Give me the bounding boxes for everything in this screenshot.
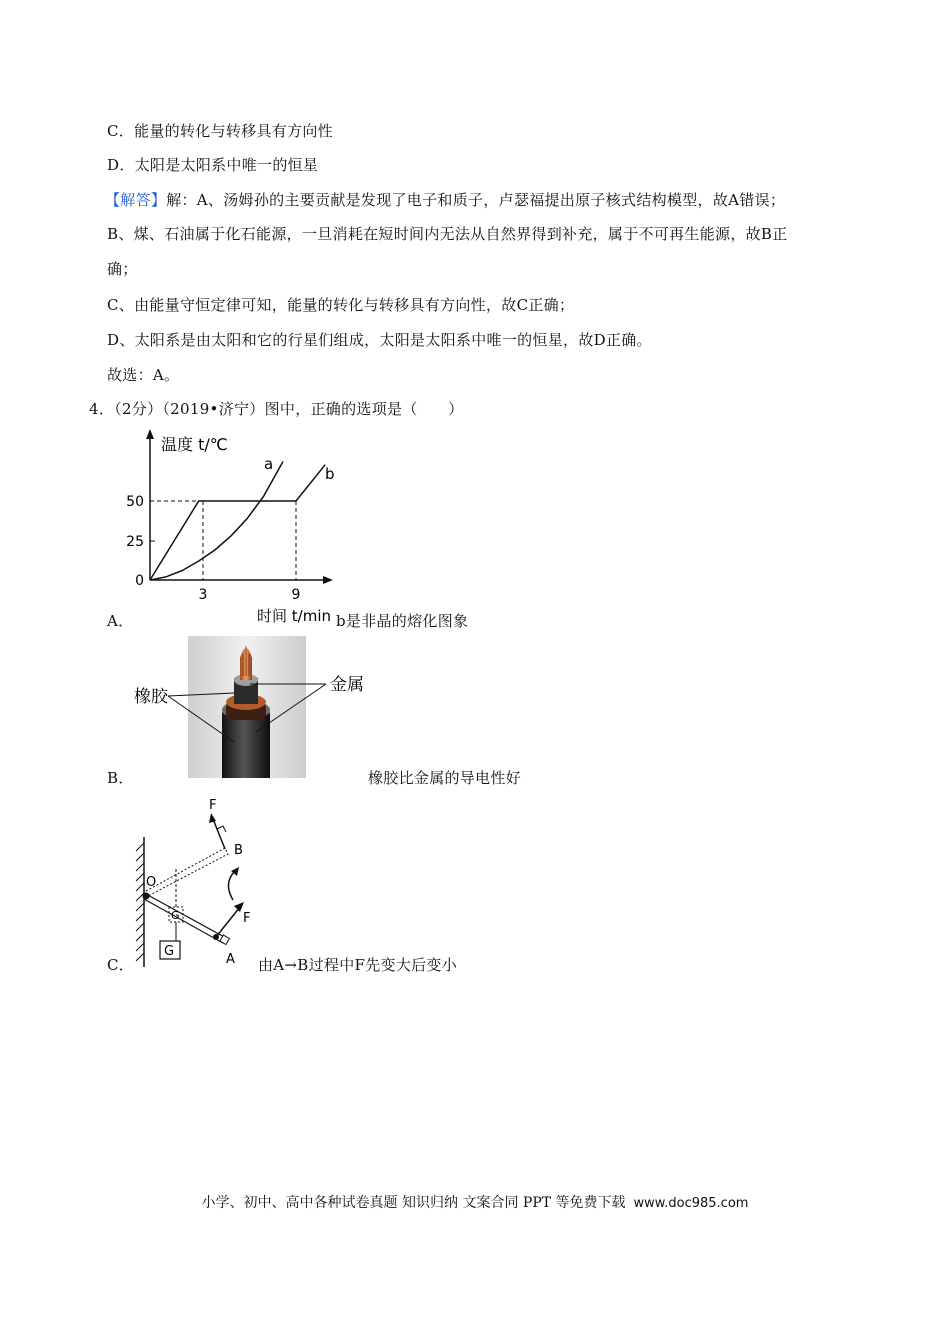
solution-line-2a: B、煤、石油属于化石能源，一旦消耗在短时间内无法从自然界得到补充，属于不可再生能源，故B正 [107,225,788,243]
footer [0,1192,950,1212]
solution-line-1 [105,189,785,210]
solution-line-4: D、太阳系是由太阳和它的行星们组成，太阳是太阳系中唯一的恒星，故D正确。 [107,331,652,349]
lever-position-b [146,848,228,896]
option-a-letter: A． [107,612,134,630]
option-c-prev: C．能量的转化与转移具有方向性 [107,122,333,140]
label-b: B [234,843,243,858]
footer-url[interactable]: www.doc985.com [633,1196,749,1211]
series-b-label: b [325,465,335,483]
melting-graph [126,425,345,630]
label-o: O [146,875,157,890]
option-b-letter: B． [107,769,134,787]
solution-line-2b: 确； [107,260,138,278]
label-g-dashed: G [171,909,180,922]
label-rubber: 橡胶 [134,687,168,707]
solution-text-1: 解：A、汤姆孙的主要贡献是发现了电子和质子，卢瑟福提出原子核式结构模型，故A错误； [166,191,786,209]
lever-diagram [125,795,265,975]
y-axis-arrow [146,429,154,439]
solution-tag: 【解答】 [105,191,167,209]
series-line-b [150,465,325,580]
option-a-text: b是非晶的熔化图象 [336,612,469,630]
footer-text: 小学、初中、高中各种试卷真题 知识归纳 文案合同 PPT 等免费下载 [201,1195,626,1211]
y-tick-50: 50 [126,494,144,510]
cable-photo [130,636,375,781]
label-a: A [226,952,235,967]
y-tick-25: 25 [126,534,144,550]
x-axis-label: 时间 t/min [257,607,331,625]
series-a-label: a [264,455,274,473]
solution-line-3: C、由能量守恒定律可知，能量的转化与转移具有方向性，故C正确； [107,296,575,314]
label-metal: 金属 [330,675,364,695]
series-line-a [150,462,283,581]
option-c-letter: C． [107,956,135,974]
question-4-stem: 4．（2分）（2019•济宁）图中，正确的选项是（ ） [89,400,464,418]
y-axis-label: 温度 t/℃ [161,435,228,454]
x-tick-9: 9 [291,587,301,603]
option-c-text: 由A→B过程中F先变大后变小 [258,956,458,974]
pivot-o [143,893,150,900]
solution-line-5: 故选：A。 [107,366,180,384]
option-b-text: 橡胶比金属的导电性好 [368,769,522,787]
y-tick-0: 0 [135,573,144,589]
label-f-top: F [209,798,217,813]
label-f-bottom: F [243,911,251,926]
x-axis-arrow [323,576,333,584]
option-d-prev: D．太阳是太阳系中唯一的恒星 [107,156,319,174]
x-tick-3: 3 [198,587,208,603]
label-g: G [164,944,175,959]
